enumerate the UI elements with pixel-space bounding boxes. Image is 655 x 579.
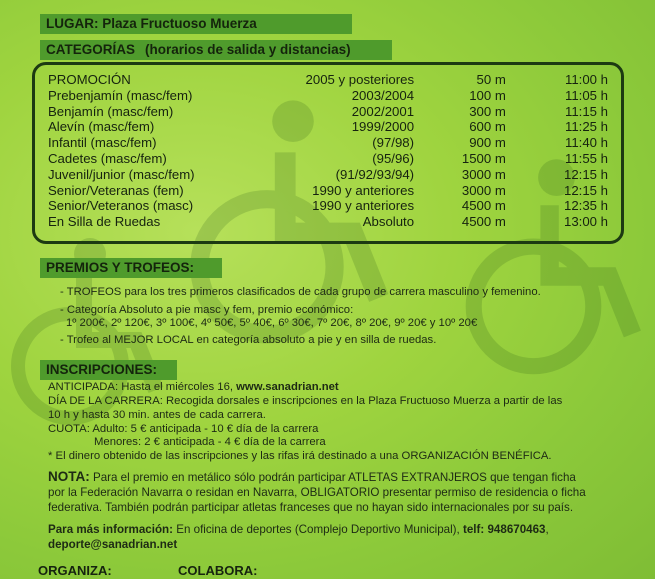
nota-label: NOTA: — [48, 469, 90, 484]
categoria-row — [48, 183, 608, 199]
categoria-years: 1990 y anteriores — [312, 182, 415, 198]
info-line-1 — [48, 523, 549, 537]
inscripciones-title: INSCRIPCIONES: — [46, 362, 158, 377]
categoria-time: 12:15 h — [564, 166, 608, 182]
inscripciones-anticipada — [48, 381, 339, 395]
categoria-years: (97/98) — [372, 135, 415, 151]
categoria-name: Alevín (masc/fem) — [48, 119, 155, 135]
categorias-table — [48, 72, 608, 230]
categoria-name: PROMOCIÓN — [48, 72, 131, 87]
categoria-row — [48, 167, 608, 183]
categoria-distance: 900 m — [469, 135, 506, 151]
categoria-time: 11:55 h — [564, 150, 608, 166]
categoria-row — [48, 214, 608, 230]
categoria-time: 11:15 h — [564, 103, 608, 119]
categoria-distance: 4500 m — [461, 198, 506, 214]
categoria-distance: 3000 m — [461, 166, 506, 182]
info-email-link[interactable]: deporte@sanadrian.net — [48, 538, 178, 551]
categoria-time: 12:15 h — [564, 182, 608, 198]
lugar-text: LUGAR: Plaza Fructuoso Muerza — [46, 16, 257, 31]
categoria-distance: 1500 m — [461, 150, 506, 166]
info-telf: telf: 948670463 — [463, 523, 546, 536]
categorias-header — [40, 40, 392, 60]
categoria-distance: 600 m — [469, 119, 506, 135]
inscripciones-cuota: CUOTA: Adulto: 5 € anticipada - 10 € día de la carrera — [48, 423, 319, 435]
categoria-years: (95/96) — [372, 150, 415, 166]
anticipada-url-link[interactable]: www.sanadrian.net — [236, 381, 339, 393]
categoria-name: Prebenjamín (masc/fem) — [48, 87, 193, 103]
categoria-time: 11:05 h — [564, 87, 608, 103]
nota-line-2: por la Federación Navarra o residan en Navarra, OBLIGATORIO presentar permiso de residencia o ficha — [48, 486, 586, 499]
nota-text-1: Para el premio en metálico sólo podrán participar ATLETAS EXTRANJEROS que tengan ficha — [89, 471, 576, 484]
organiza-label: ORGANIZA: — [38, 563, 112, 578]
anticipada-text: ANTICIPADA: Hasta el miércoles 16, — [48, 381, 237, 393]
categoria-distance: 300 m — [469, 103, 506, 119]
premios-line-4: - Trofeo al MEJOR LOCAL en categoría absoluto a pie y en silla de ruedas. — [60, 334, 437, 346]
categoria-years: (91/92/93/94) — [335, 166, 415, 182]
categoria-row — [48, 72, 608, 88]
premios-header — [40, 258, 222, 278]
premios-line-1: - TROFEOS para los tres primeros clasificados de cada grupo de carrera masculino y femenino. — [60, 286, 541, 298]
categoria-name: Benjamín (masc/fem) — [48, 103, 174, 119]
categoria-row — [48, 151, 608, 167]
categoria-years: 1999/2000 — [351, 119, 415, 135]
inscripciones-dia-2: 10 h y hasta 30 min. antes de cada carrera. — [48, 409, 266, 421]
categoria-distance: 50 m — [476, 72, 506, 87]
categoria-time: 13:00 h — [564, 214, 608, 230]
categoria-years: Absoluto — [362, 214, 415, 230]
categoria-distance: 3000 m — [461, 182, 506, 198]
categoria-row — [48, 119, 608, 135]
categoria-distance: 4500 m — [461, 214, 506, 230]
premios-line-3: 1º 200€, 2º 120€, 3º 100€, 4º 50€, 5º 40€, 6º 30€, 7º 20€, 8º 20€, 9º 20€ y 10º 20€ — [66, 317, 478, 329]
colabora-label: COLABORA: — [178, 563, 258, 578]
categoria-time: 11:00 h — [564, 72, 608, 87]
premios-title: PREMIOS Y TROFEOS: — [46, 260, 195, 275]
inscripciones-menores: Menores: 2 € anticipada - 4 € día de la carrera — [94, 436, 326, 448]
categoria-row — [48, 88, 608, 104]
categoria-row — [48, 198, 608, 214]
categoria-years: 2003/2004 — [351, 87, 415, 103]
categoria-row — [48, 135, 608, 151]
info-comma: , — [545, 523, 549, 536]
categoria-name: Cadetes (masc/fem) — [48, 150, 167, 166]
nota-line-3: federativa. También podrán participar atletas franceses que no hayan sido internacionales por su país. — [48, 501, 574, 514]
nota-line-1 — [48, 470, 576, 485]
categoria-time: 11:40 h — [564, 135, 608, 151]
inscripciones-benefica: * El dinero obtenido de las inscripciones y las rifas irá destinado a una ORGANIZACIÓN BENÉFICA. — [48, 450, 552, 462]
categoria-name: Juvenil/junior (masc/fem) — [48, 166, 195, 182]
categoria-name: Senior/Veteranas (fem) — [48, 182, 184, 198]
categoria-name: Infantil (masc/fem) — [48, 135, 157, 151]
info-label: Para más información: — [48, 523, 173, 536]
inscripciones-dia-1: DÍA DE LA CARRERA: Recogida dorsales e inscripciones en la Plaza Fructuoso Muerza a partir de las — [48, 395, 563, 407]
premios-line-2: - Categoría Absoluto a pie masc y fem, premio económico: — [60, 304, 354, 316]
categoria-years: 2002/2001 — [351, 103, 415, 119]
lugar-header — [40, 14, 352, 34]
inscripciones-header — [40, 360, 177, 380]
categoria-row — [48, 104, 608, 120]
info-text: En oficina de deportes (Complejo Deportivo Municipal), — [173, 523, 463, 536]
categoria-time: 12:35 h — [564, 198, 608, 214]
categorias-title: CATEGORÍAS — [46, 42, 136, 57]
categoria-name: Senior/Veteranos (masc) — [48, 198, 194, 214]
categoria-name: En Silla de Ruedas — [48, 214, 161, 230]
categoria-years: 1990 y anteriores — [312, 198, 415, 214]
categoria-years: 2005 y posteriores — [305, 72, 415, 87]
categoria-time: 11:25 h — [564, 119, 608, 135]
categorias-subtitle: (horarios de salida y distancias) — [145, 42, 351, 57]
categoria-distance: 100 m — [469, 87, 506, 103]
